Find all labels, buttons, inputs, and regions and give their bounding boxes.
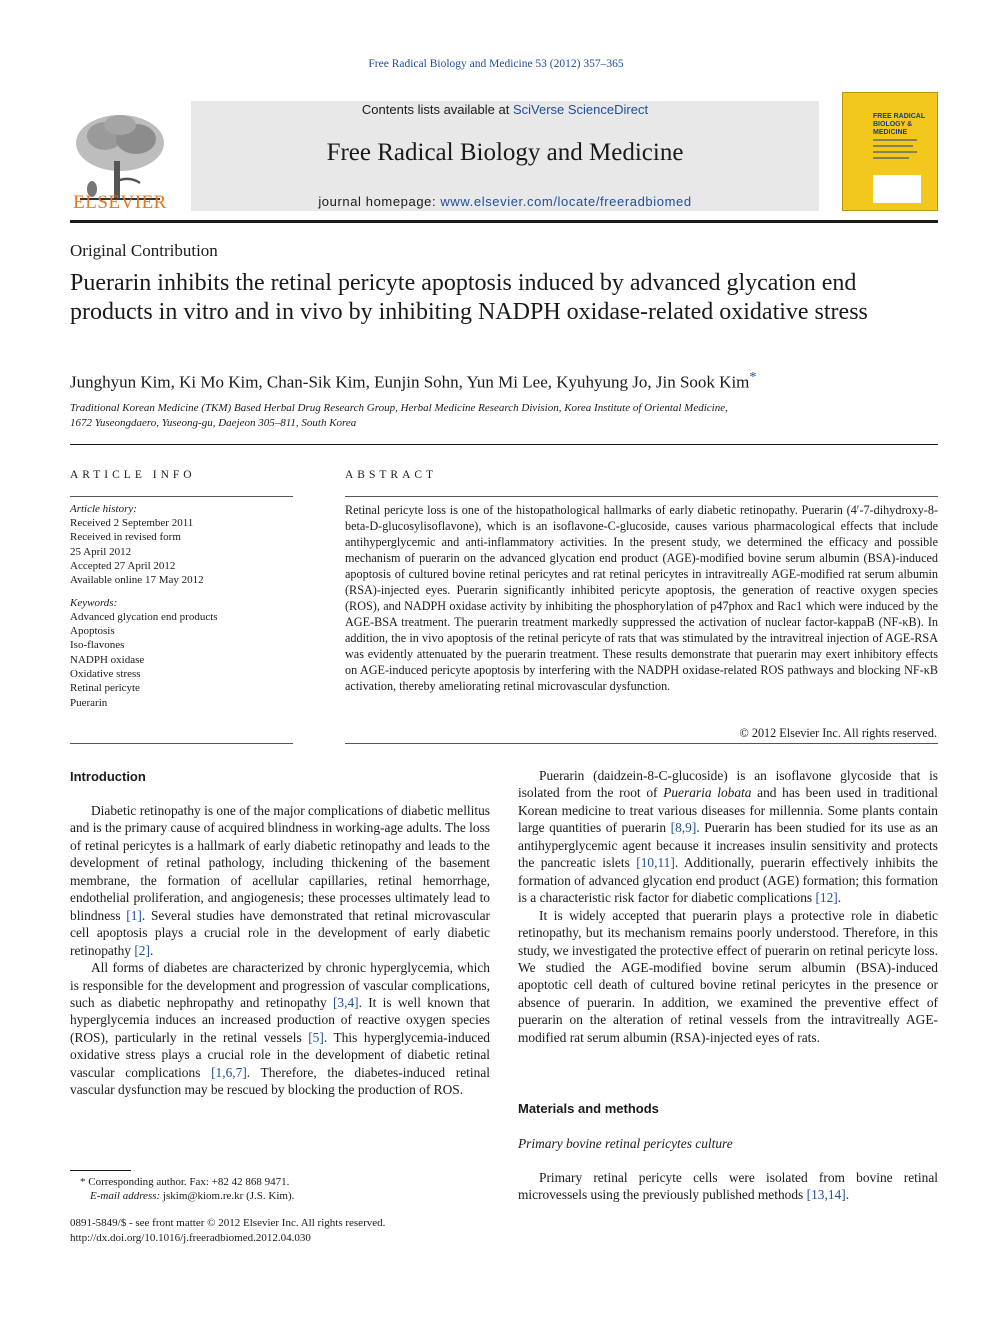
history-item: 25 April 2012 (70, 546, 132, 558)
abstract-paragraph: Retinal pericyte loss is one of the histopathological hallmarks of early diabetic retinopathy. Puerarin (4′-7-dihydroxy-8-beta-D-glucosylisoflavone), which is an isoflavone-C-glucoside, causes various pharmacological effects that include antihyperglycemic and anti-inflammatory activities. In the present study, we determined the efficacy and possible mechanism of puerarin on the advanced glycation end product (AGE)-modified bovine serum albumin (BSA)-induced apoptosis of cultured bovine retinal pericytes and rat retinal pericytes in intravitreally AGE-modified rat serum albumin (RSA)-injected eyes. Puerarin significantly inhibited pericyte apoptosis, the generation of reactive oxygen species (ROS), and NADPH oxidase activity by inhibiting the phosphorylation of p47phox and Rac1 which were induced by the AGE-BSA treatment. The puerarin treatment markedly suppressed the activation of nuclear factor-kappaB (NF-κB). In addition, the in vivo apoptosis of the retinal pericyte of rats that was stimulated by the intravitreal injection of AGE-RSA was evidently attenuated by the puerarin treatment. These results demonstrate that puerarin may exert inhibitory effects on AGE-induced pericyte apoptosis by interfering with the NADPH oxidase-related ROS pathways and blocking NF-κB activation, thereby ameliorating retinal microvascular dysfunction. (345, 503, 938, 693)
section-heading: Introduction (70, 769, 146, 784)
keywords-label: Keywords: (70, 597, 118, 609)
corresponding-footnote: * Corresponding author. Fax: +82 42 868 9471. (80, 1176, 290, 1188)
section-type: Original Contribution (70, 241, 218, 260)
affiliation (70, 401, 830, 431)
authors-text: Junghyun Kim, Ki Mo Kim, Chan-Sik Kim, Eunjin Sohn, Yun Mi Lee, Kyuhyung Jo, Jin Sook Kim (70, 372, 750, 392)
homepage-prefix: journal homepage: (318, 194, 441, 209)
methods-text (518, 1169, 938, 1204)
intro-heading-wrap (70, 768, 490, 785)
history-item: Received in revised form (70, 531, 181, 543)
citation-link[interactable]: [12] (815, 890, 838, 906)
homepage-line (191, 194, 819, 209)
email-label: E-mail address: (90, 1190, 161, 1202)
subheading-wrap (518, 1135, 938, 1152)
citation-link[interactable]: [5] (308, 1029, 324, 1045)
issn-line: 0891-5849/$ - see front matter © 2012 Elsevier Inc. All rights reserved. (70, 1217, 386, 1229)
abstract-text (345, 502, 938, 694)
citation-link[interactable]: [8,9] (670, 820, 697, 836)
history-item: Received 2 September 2011 (70, 517, 194, 529)
contents-line (191, 102, 819, 117)
paragraph: All forms of diabetes are characterized by chronic hyperglycemia, which is responsible for the development and progression of vascular complications, such as diabetic nephropathy and retinopathy [3,4]. It is well known that hyperglycemia induces an increased production of reactive oxygen species (ROS), particularly in the retinal vessels [5]. This hyperglycemia-induced oxidative stress plays a crucial role in the development of diabetic retinal vascular complications [1,6,7]. Therefore, the diabetes-induced retinal vascular dysfunction may be rescued by blocking the production of ROS. (70, 960, 490, 1098)
paragraph: Puerarin (daidzein-8-C-glucoside) is an isoflavone glycoside that is isolated from the root of Pueraria lobata and has been used in traditional Korean medicine to treat various diseases for millennia. Some plants contain large quantities of puerarin [8,9]. Puerarin has been studied for its use as an antihyperglycemic agent because it increases insulin sensitivity and protects the pancreatic islets [10,11]. Additionally, puerarin effectively inhibits the formation of advanced glycation end product (AGE) formation; this formation is a characteristic risk factor for diabetic complications [12]. (518, 768, 939, 906)
affiliation-line-1: Traditional Korean Medicine (TKM) Based Herbal Drug Research Group, Herbal Medicine Research Division, Korea Institute of Oriental Medicine, (70, 402, 728, 414)
journal-cover-thumbnail[interactable] (842, 92, 938, 211)
affiliation-line-2: 1672 Yuseongdaero, Yuseong-gu, Daejeon 305–811, South Korea (70, 417, 357, 429)
right-column (518, 767, 938, 1046)
keyword: Oxidative stress (70, 668, 141, 680)
abstract-label: ABSTRACT (345, 469, 438, 481)
paragraph: It is widely accepted that puerarin plays a protective role in diabetic retinopathy, but its mechanism remains poorly understood. Therefore, in this study, we investigated the protective effect of puerarin on retinal pericyte loss. We studied the AGE-modified bovine serum albumin (BSA)-induced apoptotic cell death of cultured bovine retinal pericytes in the presence or absence of puerarin. In addition, we examined the preventive effect of puerarin on the alteration of retinal vessels from the intravitreally AGE-modified rat serum albumin (RSA)-injected eyes of rats. (518, 907, 938, 1045)
keyword: NADPH oxidase (70, 654, 145, 666)
divider (345, 743, 938, 744)
keyword: Advanced glycation end products (70, 611, 218, 623)
paper-title: Puerarin inhibits the retinal pericyte apoptosis induced by advanced glycation end products in vitro and in vivo by inhibiting NADPH oxidase-related oxidative stress (70, 270, 868, 325)
corresponding-author-mark[interactable]: * (749, 369, 757, 385)
journal-title: Free Radical Biology and Medicine (326, 139, 684, 166)
citation-link[interactable]: [13,14] (806, 1187, 846, 1203)
citation-link[interactable]: [2] (134, 942, 150, 958)
divider (70, 496, 293, 497)
header-rule (70, 220, 938, 223)
left-column (70, 802, 490, 1099)
journal-homepage-link[interactable]: www.elsevier.com/locate/freeradbiomed (440, 194, 692, 209)
sciencedirect-link[interactable]: SciVerse ScienceDirect (512, 102, 649, 117)
citation-link[interactable]: [1,6,7] (211, 1064, 247, 1080)
paragraph: Primary retinal pericyte cells were isolated from bovine retinal microvessels using the previously published methods [13,14]. (518, 1170, 938, 1203)
keyword: Iso-flavones (70, 639, 125, 651)
running-head[interactable]: Free Radical Biology and Medicine 53 (2012) 357–365 (368, 58, 624, 70)
elsevier-wordmark: ELSEVIER (73, 192, 167, 213)
author-list (70, 369, 756, 393)
section-heading: Materials and methods (518, 1101, 659, 1116)
paragraph: Diabetic retinopathy is one of the major complications of diabetic mellitus and is the primary cause of acquired blindness in working-age adults. The loss of retinal pericytes is a hallmark of early diabetic retinopathy and leads to the development of retinal pathology, including thickening of the basement membrane, the formation of acellular capillaries, retinal hemorrhage, endothelial proliferation, and angiogenesis; these processes ultimately lead to blindness [1]. Several studies have demonstrated that retinal microvascular cell apoptosis plays a crucial role in the development of early diabetic retinopathy [2]. (70, 803, 490, 958)
citation-link[interactable]: [3,4] (332, 994, 359, 1010)
cover-content-box (873, 175, 921, 203)
divider (70, 743, 293, 744)
footnote-rule (70, 1170, 131, 1171)
history-item: Accepted 27 April 2012 (70, 560, 176, 572)
methods-heading-wrap (518, 1100, 938, 1117)
keyword: Puerarin (70, 697, 108, 709)
doi-link[interactable]: http://dx.doi.org/10.1016/j.freeradbiomed.2012.04.030 (70, 1232, 311, 1244)
divider (345, 496, 938, 497)
copyright: © 2012 Elsevier Inc. All rights reserved. (739, 726, 937, 740)
citation-link[interactable]: [10,11] (636, 855, 675, 871)
subsection-heading: Primary bovine retinal pericytes culture (518, 1136, 733, 1151)
email-footnote (70, 1189, 294, 1203)
article-info-label: ARTICLE INFO (70, 469, 196, 481)
keyword: Apoptosis (70, 625, 115, 637)
citation-link[interactable]: [1] (126, 907, 142, 923)
email-address[interactable]: jskim@kiom.re.kr (J.S. Kim). (160, 1190, 295, 1202)
history-label: Article history: (70, 503, 137, 515)
contents-prefix: Contents lists available at (361, 102, 513, 117)
keyword: Retinal pericyte (70, 682, 140, 694)
cover-title: FREE RADICAL BIOLOGY & MEDICINE (873, 113, 925, 136)
divider (70, 444, 938, 445)
history-item: Available online 17 May 2012 (70, 574, 204, 586)
